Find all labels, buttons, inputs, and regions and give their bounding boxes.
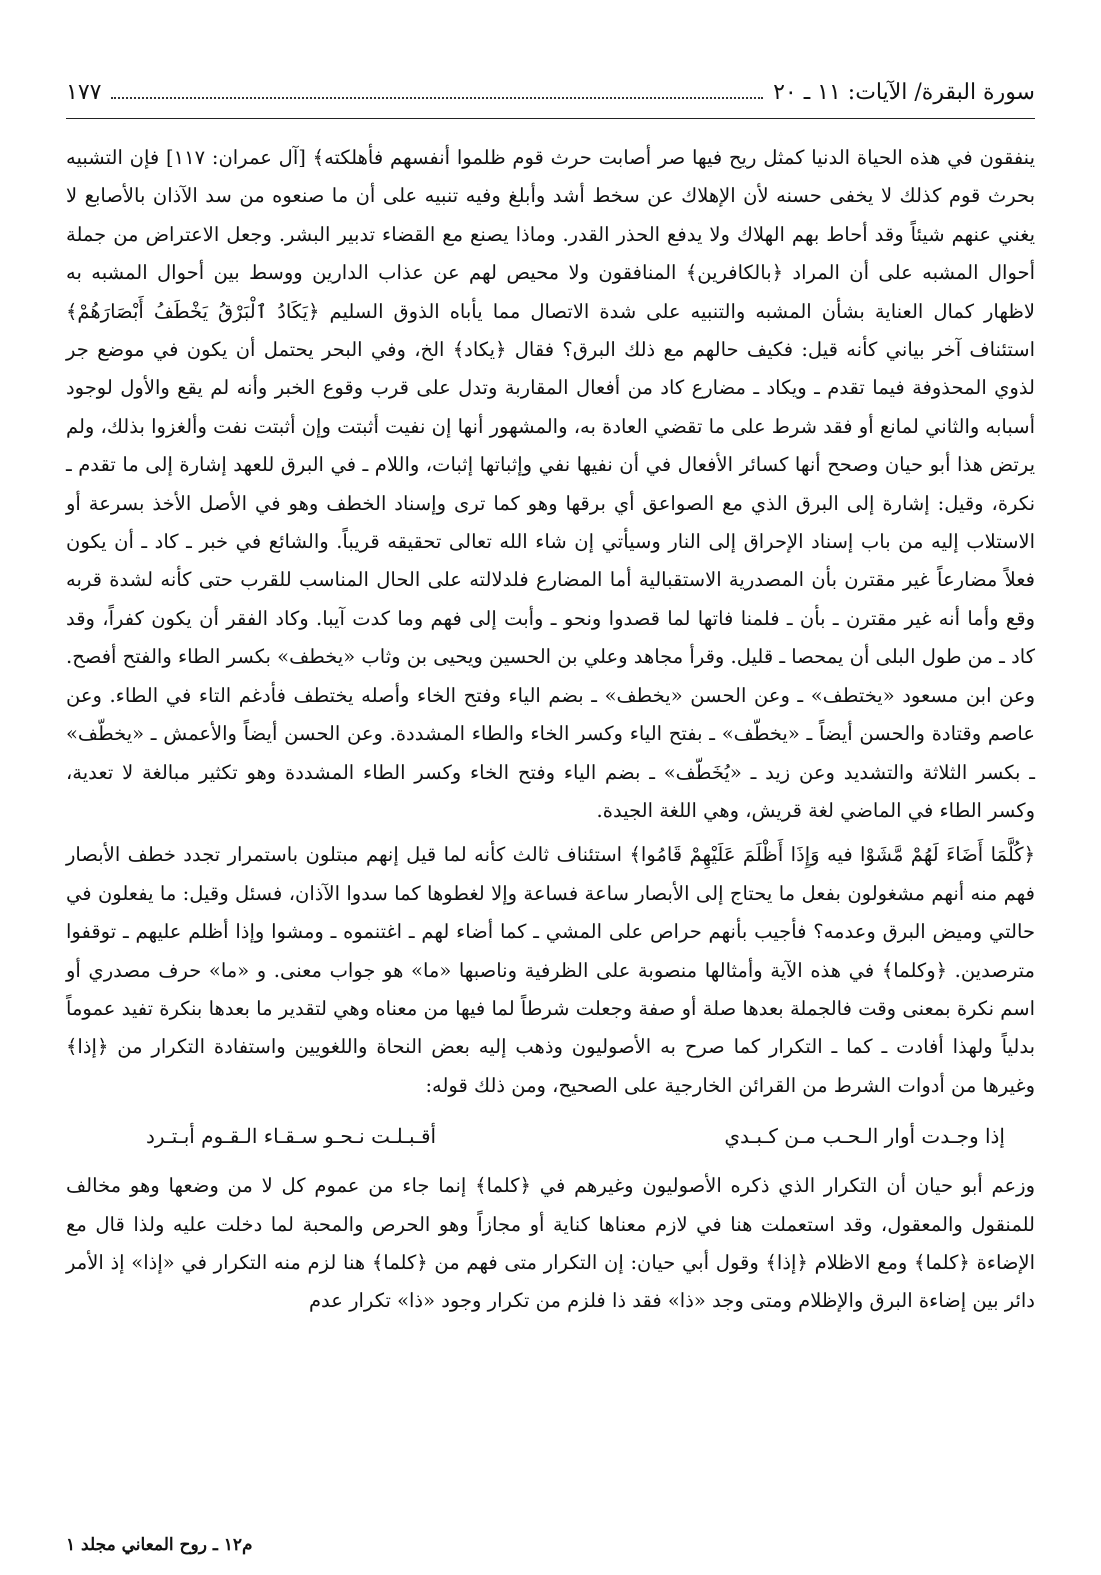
- verse-first-hemistich: إذا وجـدت أوار الـحـب مـن كـبـدي: [724, 1124, 1005, 1149]
- running-head: [66, 80, 1035, 119]
- leader-dots: [111, 97, 763, 99]
- body-text: [66, 139, 1035, 1321]
- running-head-title: سورة البقرة/ الآيات: ١١ ـ ٢٠: [773, 80, 1035, 105]
- poetry-verse: [146, 1119, 1005, 1153]
- paragraph-1: ينفقون في هذه الحياة الدنيا كمثل ريح فيها صر أصابت حرث قوم ظلموا أنفسهم فأهلكته﴾ [آل عمران: ١١٧] فإن التشبيه بحرث قوم كذلك لا يخفى حسنه لأن الإهلاك عن سخط أشد وأبلغ وفيه تنبيه على أن ما صنعوه من سد الآذان بالأصابع لا يغني عنهم شيئاً وقد أحاط بهم الهلاك ولا يدفع الحذر القدر. وماذا يصنع مع القضاء تدبير البشر. وجعل الاعتراض من جملة أحوال المشبه على أن المراد ﴿بالكافرين﴾ المنافقون ولا محيص لهم عن عذاب الدارين ووسط بين أحوال المشبه به لاظهار كمال العناية بشأن المشبه والتنبيه على شدة الاتصال مما يأباه الذوق السليم ﴿يَكَادُ ٱلْبَرْقُ يَخْطَفُ أَبْصَارَهُمْ﴾ استئناف آخر بياني كأنه قيل: فكيف حالهم مع ذلك البرق؟ فقال ﴿يكاد﴾ الخ، وفي البحر يحتمل أن يكون في موضع جر لذوي المحذوفة فيما تقدم ـ ويكاد ـ مضارع كاد من أفعال المقاربة وتدل على قرب وقوع الخبر وأنه لم يقع والأول لوجود أسبابه والثاني لمانع أو فقد شرط على ما تقضي العادة به، والمشهور أنها إن نفيت أثبتت وإن أثبتت نفت وألغزوا بذلك، ولم يرتض هذا أبو حيان وصحح أنها كسائر الأفعال في أن نفيها نفي وإثباتها إثبات، واللام ـ في البرق للعهد إشارة إلى ما تقدم ـ نكرة، وقيل: إشارة إلى البرق الذي مع الصواعق أي برقها وهو كما ترى وإسناد الخطف وهو في الأصل الأخذ بسرعة أو الاستلاب إليه من باب إسناد الإحراق إلى النار وسيأتي إن شاء الله تعالى تحقيقه قريباً. والشائع في خبر ـ كاد ـ أن يكون فعلاً مضارعاً غير مقترن بأن المصدرية الاستقبالية أما المضارع فلدلالته على الحال المناسب للقرب حتى كأنه لشدة قربه وقع وأما أنه غير مقترن ـ بأن ـ فلمنا فاتها لما قصدوا ونحو ـ وأبت إلى فهم وما كدت آيبا. وكاد الفقر أن يكون كفراً، وقد كاد ـ من طول البلى أن يمحصا ـ قليل. وقرأ مجاهد وعلي بن الحسين ويحيى بن وثاب «يخطف» بكسر الطاء والفتح أفصح. وعن ابن مسعود «يختطف» ـ وعن الحسن «يخطف» ـ بضم الياء وفتح الخاء وأصله يختطف فأدغم التاء في الطاء. وعن عاصم وقتادة والحسن أيضاً ـ «يخطّف» ـ بفتح الياء وكسر الخاء والطاء المشددة. وعن الحسن أيضاً والأعمش ـ «يخطّف» ـ بكسر الثلاثة والتشديد وعن زيد ـ «يُخَطّف» ـ بضم الياء وفتح الخاء وكسر الطاء المشددة وهو تكثير مبالغة لا تعدية، وكسر الطاء في الماضي لغة قريش، وهي اللغة الجيدة.: [66, 146, 1035, 822]
- page-number: ١٧٧: [66, 80, 102, 105]
- verse-second-hemistich: أقـبـلـت نـحـو سـقـاء الـقـوم أبـتـرد: [146, 1124, 437, 1149]
- paragraph-3: وزعم أبو حيان أن التكرار الذي ذكره الأصوليون وغيرهم في ﴿كلما﴾ إنما جاء من عموم كل لا من وضعها وهو مخالف للمنقول والمعقول، وقد استعملت هنا في لازم معناها كناية أو مجازاً وهو الحرص والمحبة لما دخلت عليه ولذا قال مع الإضاءة ﴿كلما﴾ ومع الاظلام ﴿إذا﴾ وقول أبي حيان: إن التكرار متى فهم من ﴿كلما﴾ هنا لزم منه التكرار في «إذا» إذ الأمر دائر بين إضاءة البرق والإظلام ومتى وجد «ذا» فقد ذا فلزم من تكرار وجود «ذا» تكرار عدم: [66, 1174, 1035, 1313]
- footer-signature: م١٢ ـ روح المعاني مجلد ١: [66, 1535, 253, 1555]
- page: [66, 80, 1035, 1555]
- paragraph-2: ﴿كُلَّمَا أَضَاءَ لَهُمْ مَّشَوْا فيه وَإِذَا أَظْلَمَ عَلَيْهِمْ قَامُوا﴾ استئناف ثالث كأنه لما قيل إنهم مبتلون باستمرار تجدد خطف الأبصار فهم منه أنهم مشغولون بفعل ما يحتاج إلى الأبصار ساعة فساعة وإلا لغطوها كما سدوا الآذان، فسئل وقيل: ما يفعلون في حالتي وميض البرق وعدمه؟ فأجيب بأنهم حراص على المشي ـ كما أضاء لهم ـ اغتنموه ـ ومشوا وإذا أظلم عليهم ـ توقفوا مترصدين. ﴿وكلما﴾ في هذه الآية وأمثالها منصوبة على الظرفية وناصبها «ما» هو جواب معنى. و «ما» حرف مصدري أو اسم نكرة بمعنى وقت فالجملة بعدها صلة أو صفة وجعلت شرطاً لما فيها من معناه وهي لتقدير ما بعدها بنكرة تفيد عموماً بدلياً ولهذا أفادت ـ كما ـ التكرار كما صرح به الأصوليون وذهب إليه بعض النحاة واللغويين واستفادة التكرار من ﴿إذا﴾ وغيرها من أدوات الشرط من القرائن الخارجية على الصحيح، ومن ذلك قوله:: [66, 843, 1035, 1097]
